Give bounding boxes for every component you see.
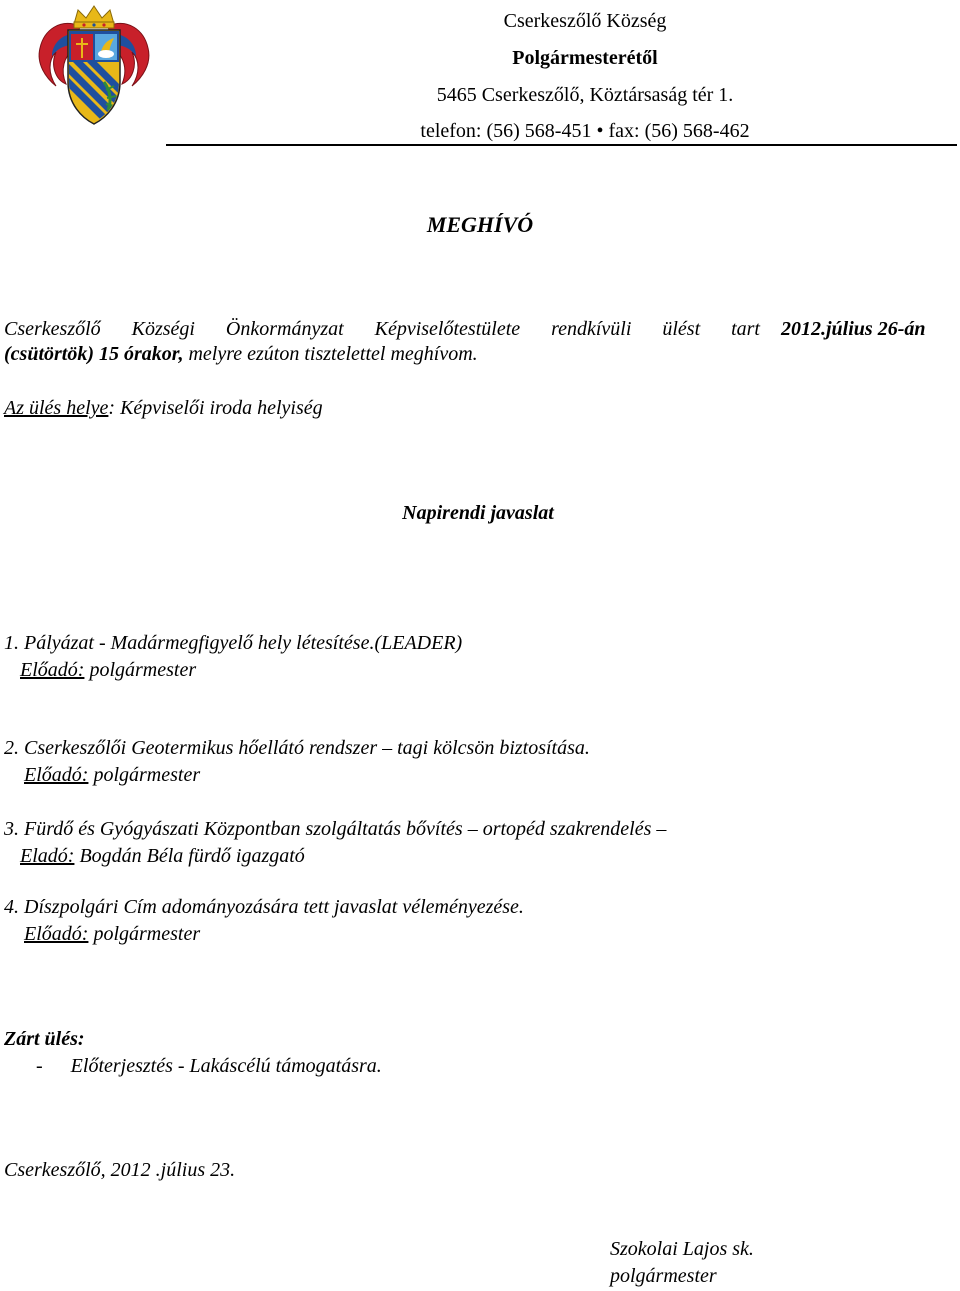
venue-label: Az ülés helye xyxy=(4,397,109,419)
bullet-separator: • xyxy=(596,120,604,142)
municipality-name: Cserkeszőlő Község xyxy=(503,10,667,32)
venue-line xyxy=(4,397,323,420)
presenter-name: Bogdán Béla fürdő igazgató xyxy=(79,845,305,867)
closed-session-title: Zárt ülés: xyxy=(4,1028,85,1050)
venue-value: Képviselői iroda helyiség xyxy=(120,397,323,419)
venue-colon: : xyxy=(108,397,116,419)
fax: fax: (56) 568-462 xyxy=(608,120,750,142)
agenda-item-1: 1. Pályázat - Madármegfigyelő hely létesítése.(LEADER) xyxy=(4,632,463,654)
agenda-item-4: 4. Díszpolgári Cím adományozására tett javaslat véleményezése. xyxy=(4,896,524,918)
municipal-crest xyxy=(30,4,158,128)
signature-name: Szokolai Lajos sk. xyxy=(610,1238,754,1260)
agenda-item-3-presenter xyxy=(20,845,305,868)
agenda-item-3: 3. Fürdő és Gyógyászati Központban szolgáltatás bővítés – ortopéd szakrendelés – xyxy=(4,818,667,840)
office-name: Polgármesterétől xyxy=(512,47,658,69)
presenter-name: polgármester xyxy=(89,659,197,681)
document-title: MEGHÍVÓ xyxy=(426,212,534,237)
meeting-time: (csütörtök) 15 órakor, xyxy=(4,343,184,365)
meeting-date: 2012.július 26-án xyxy=(781,318,926,340)
intro-line-1: Cserkeszőlő Községi Önkormányzat Képviselőtestülete rendkívüli ülést tart xyxy=(4,318,760,340)
agenda-title: Napirendi javaslat xyxy=(402,502,554,524)
intro-line-2-rest: melyre ezúton tisztelettel meghívom. xyxy=(188,343,478,365)
phone: telefon: (56) 568-451 xyxy=(420,120,592,142)
presenter-name: polgármester xyxy=(93,923,201,945)
agenda-item-2-presenter xyxy=(24,764,200,787)
presenter-label: Előadó: xyxy=(20,659,85,681)
agenda-item-4-presenter xyxy=(24,923,200,946)
closed-session-item-text: Előterjesztés - Lakáscélú támogatásra. xyxy=(70,1055,382,1077)
presenter-label: Eladó: xyxy=(20,845,75,867)
address: 5465 Cserkeszőlő, Köztársaság tér 1. xyxy=(436,84,734,106)
header-rule xyxy=(166,144,957,146)
presenter-label: Előadó: xyxy=(24,764,89,786)
closed-session-item xyxy=(36,1055,382,1078)
presenter-name: polgármester xyxy=(93,764,201,786)
signature-title: polgármester xyxy=(610,1265,717,1287)
agenda-item-2: 2. Cserkeszőlői Geotermikus hőellátó rendszer – tagi kölcsön biztosítása. xyxy=(4,737,590,759)
presenter-label: Előadó: xyxy=(24,923,89,945)
list-dash: - xyxy=(36,1055,43,1077)
place-date: Cserkeszőlő, 2012 .július 23. xyxy=(4,1159,236,1181)
agenda-item-1-presenter xyxy=(20,659,196,682)
intro-line-2 xyxy=(4,343,478,366)
contact-line xyxy=(300,120,870,143)
